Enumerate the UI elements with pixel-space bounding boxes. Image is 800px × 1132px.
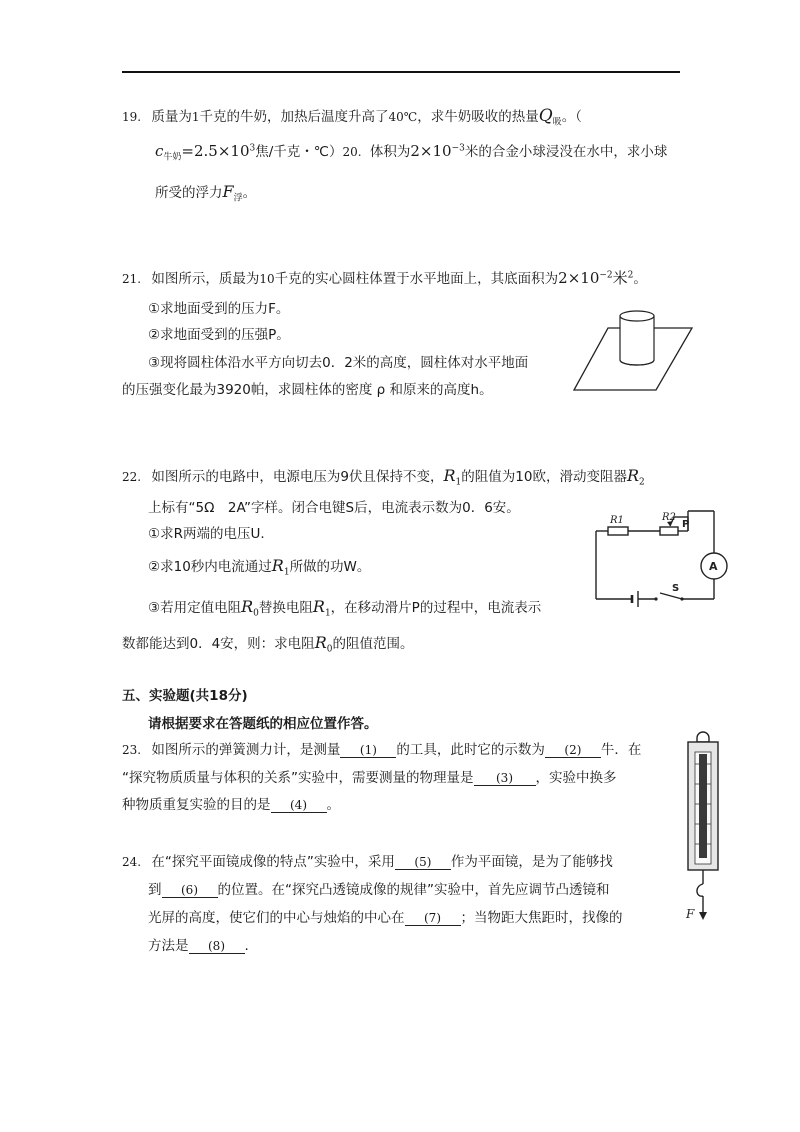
- question-22-line1: 22. 如图所示的电路中，电源电压为9伏且保持不变，$R_1$的阻值为10欧，滑动变阻器$R_2$: [122, 466, 645, 488]
- question-number: 23.: [122, 743, 142, 757]
- question-number: 20.: [342, 145, 362, 159]
- answer-blank-2: (2): [545, 743, 601, 758]
- answer-blank-1: (1): [340, 743, 396, 758]
- question-21-part3a: ③现将圆柱体沿水平方向切去0．2米的高度，圆柱体对水平地面: [148, 355, 529, 371]
- question-22-line2: 上标有“5Ω 2A”字样。闭合电键S后，电流表示数为0．6安。: [148, 500, 520, 516]
- switch-label: S: [672, 583, 680, 594]
- question-22-part2: ②求10秒内电流通过$R_1$所做的功W。: [148, 556, 371, 578]
- question-20-line2: 所受的浮力$F_浮$。: [155, 182, 257, 204]
- question-24-line1: 24. 在“探究平面镜成像的特点”实验中，采用 (5) 作为平面镜，是为了能够找: [122, 854, 613, 870]
- question-21-part1: ①求地面受到的压力F。: [148, 301, 290, 317]
- answer-blank-7: (7): [405, 911, 461, 926]
- question-19-line2: $c_{牛奶}=2.5\times 10^3$焦/千克・℃）20. 体积为$2\times 10^{-3}$米的合金小球浸没在水中，求小球: [155, 142, 668, 163]
- force-label: F: [686, 907, 695, 921]
- resistor-r1: [608, 527, 628, 535]
- question-24-line3: 光屏的高度，使它们的中心与烛焰的中心在 (7) ；当物距大焦距时，找像的: [148, 910, 623, 926]
- answer-blank-5: (5): [395, 855, 451, 870]
- answer-blank-4: (4): [271, 798, 327, 813]
- spring-scale-figure: [680, 728, 726, 924]
- circuit-diagram: [590, 505, 742, 609]
- question-23-line2: “探究物质质量与体积的关系”实验中，需要测量的物理量是 (3) ，实验中换多: [122, 770, 617, 786]
- answer-blank-3: (3): [474, 771, 536, 786]
- question-23-line3: 种物质重复实验的目的是 (4) 。: [122, 797, 340, 813]
- question-21-part2: ②求地面受到的压强P。: [148, 327, 290, 343]
- question-21-line1: 21. 如图所示，质最为10千克的实心圆柱体置于水平地面上，其底面积为$2\times 10^{-2}$米$^2$。: [122, 269, 647, 287]
- question-number: 19.: [122, 110, 142, 124]
- r2-label: R2: [662, 512, 676, 523]
- rheostat-r2: [660, 527, 678, 535]
- answer-blank-8: (8): [189, 939, 245, 954]
- question-24-line2: 到 (6) 的位置。在“探究凸透镜成像的规律”实验中，首先应调节凸透镜和: [148, 882, 610, 898]
- question-21-part3b: 的压强变化最为3920帕，求圆柱体的密度 ρ 和原来的高度h。: [122, 382, 493, 398]
- question-19-line1: 19. 质量为1千克的牛奶，加热后温度升高了40℃，求牛奶吸收的热量$Q_吸$。（: [122, 106, 582, 128]
- slider-label: P: [682, 519, 690, 530]
- question-22-part1: ①求R两端的电压U.: [148, 526, 265, 542]
- question-23-line1: 23. 如图所示的弹簧测力计，是测量 (1) 的工具，此时它的示数为 (2) 牛．在: [122, 742, 642, 758]
- r1-label: R1: [610, 515, 624, 526]
- question-number: 21.: [122, 272, 142, 286]
- cylinder-figure: [570, 298, 696, 394]
- question-22-part3a: ③若用定值电阻$R_0$替换电阻$R_1$，在移动滑片P的过程中，电流表示: [148, 597, 542, 619]
- question-24-line4: 方法是 (8) .: [148, 938, 249, 954]
- question-number: 22.: [122, 470, 142, 484]
- answer-blank-6: (6): [162, 883, 218, 898]
- section-instruction: 请根据要求在答题纸的相应位置作答。: [148, 716, 378, 732]
- section-heading: 五、实验题(共18分): [122, 688, 248, 704]
- top-divider: [122, 71, 680, 73]
- question-22-part3b: 数都能达到0．4安，则：求电阻$R_0$的阻值范围。: [122, 633, 414, 655]
- ammeter-label: A: [709, 560, 718, 573]
- question-number: 24.: [122, 855, 142, 869]
